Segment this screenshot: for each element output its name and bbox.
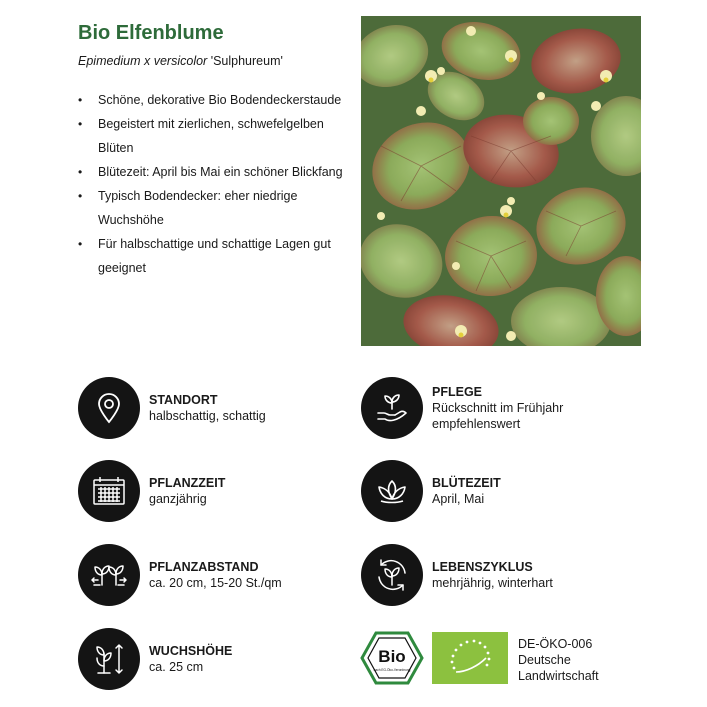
feature-text: Begeistert mit zierlichen, schwefelgelben Blüten (98, 117, 324, 155)
feature-list (76, 88, 346, 280)
bio-seal (360, 630, 424, 691)
info-standort (78, 377, 266, 439)
info-lebenszyklus (361, 544, 553, 606)
feature-item (76, 112, 346, 160)
info-label: LEBENSZYKLUS (432, 560, 533, 574)
info-pflanzabstand (78, 544, 282, 606)
info-pflanzzeit (78, 460, 225, 522)
feature-text: Blütezeit: April bis Mai ein schöner Blickfang (98, 165, 343, 179)
info-label: WUCHSHÖHE (149, 644, 233, 658)
feature-item (76, 88, 346, 112)
bio-seal-small-text: nach EG-Öko-Verordnung (373, 668, 411, 672)
spacing-plants-icon (78, 544, 140, 606)
info-label: BLÜTEZEIT (432, 476, 501, 490)
certification-line: Landwirtschaft (518, 669, 599, 683)
feature-text: Typisch Bodendecker: eher niedrige Wuchshöhe (98, 189, 298, 227)
certification-line: Deutsche (518, 653, 571, 667)
info-pflege (361, 377, 563, 439)
bullet: • (78, 189, 83, 203)
certification-text (518, 636, 599, 684)
flower-icon (361, 460, 423, 522)
info-label: STANDORT (149, 393, 218, 407)
location-pin-icon (78, 377, 140, 439)
info-value: Rückschnitt im Frühjahr (432, 401, 564, 415)
info-value: ca. 25 cm (149, 660, 204, 674)
plant-height-icon (78, 628, 140, 690)
cycle-plant-icon (361, 544, 423, 606)
product-photo (361, 16, 641, 346)
eu-organic-leaf-logo (432, 632, 508, 689)
latin-name: Epimedium x versicolor (78, 54, 208, 68)
info-label: PFLANZABSTAND (149, 560, 259, 574)
info-label: PFLEGE (432, 385, 483, 399)
info-bluetezeit (361, 460, 501, 522)
info-value: halbschattig, schattig (149, 409, 266, 423)
feature-item (76, 232, 346, 280)
hand-plant-icon (361, 377, 423, 439)
bullet: • (78, 237, 83, 251)
info-label: PFLANZZEIT (149, 476, 226, 490)
info-value: April, Mai (432, 492, 485, 506)
certification-code: DE-ÖKO-006 (518, 637, 593, 651)
feature-item (76, 160, 346, 184)
calendar-icon (78, 460, 140, 522)
product-subtitle (78, 54, 283, 68)
feature-item (76, 184, 346, 232)
plant-photo-illustration (361, 16, 641, 346)
info-value: mehrjährig, winterhart (432, 576, 553, 590)
bullet: • (78, 117, 83, 131)
bullet: • (78, 165, 83, 179)
feature-text: Für halbschattige und schattige Lagen gut geeignet (98, 237, 331, 275)
info-value: ca. 20 cm, 15-20 St./qm (149, 576, 282, 590)
bullet: • (78, 93, 83, 107)
info-value: empfehlenswert (432, 417, 521, 431)
product-title: Bio Elfenblume (78, 22, 224, 44)
bio-seal-text: Bio (378, 647, 406, 666)
feature-text: Schöne, dekorative Bio Bodendeckerstaude (98, 93, 342, 107)
info-wuchshoehe (78, 628, 232, 690)
cultivar-name: 'Sulphureum' (210, 54, 283, 68)
info-value: ganzjährig (149, 492, 207, 506)
